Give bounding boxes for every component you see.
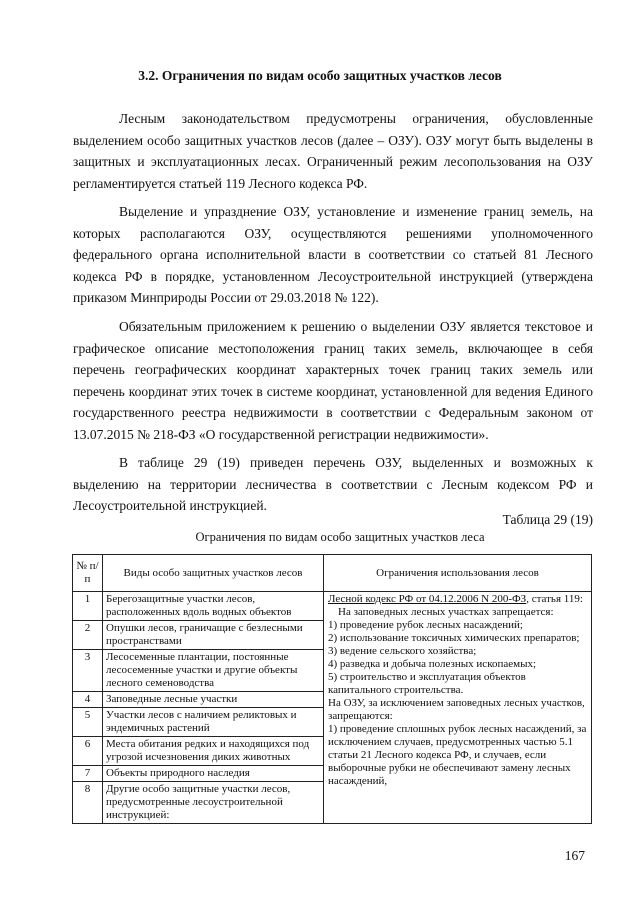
paragraph: Лесным законодательством предусмотрены ограничения, обусловленные выделением особо защитных участков лесов (далее – ОЗУ). ОЗУ могут быть выделены в защитных и эксплуатационных лесах. Ограниченный режим лесопользования на ОЗУ регламентируется статьей 119 Лесного кодекса РФ.: [73, 111, 593, 191]
row-number: 8: [73, 782, 103, 824]
restrictions-table: [72, 554, 592, 824]
reserved-intro: На заповедных лесных участках запрещается:: [338, 606, 554, 618]
paragraph: В таблице 29 (19) приведен перечень ОЗУ, выделенных и возможных к выделению на территории лесничества в соответствии с Лесным кодексом РФ и Лесоустроительной инструкцией.: [73, 455, 593, 513]
table-caption: Ограничения по видам особо защитных участков леса: [195, 530, 485, 544]
header-ozu-types: Виды особо защитных участков лесов: [103, 555, 324, 592]
row-ozu-type: Лесосеменные плантации, постоянные лесосеменные участки и другие объекты лесного семеноводства: [103, 650, 324, 692]
table-header-row: [73, 555, 592, 592]
row-number: 5: [73, 708, 103, 737]
restriction-item: 5) строительство и эксплуатация объектов капитального строительства.: [328, 671, 526, 696]
row-number: 2: [73, 621, 103, 650]
row-ozu-type: Участки лесов с наличием реликтовых и эндемичных растений: [103, 708, 324, 737]
row-number: 6: [73, 737, 103, 766]
ozu-intro: На ОЗУ, за исключением заповедных лесных участков, запрещаются:: [328, 697, 585, 722]
section-title: 3.2. Ограничения по видам особо защитных участков лесов: [138, 68, 502, 83]
restriction-item: 1) проведение рубок лесных насаждений;: [328, 619, 523, 631]
paragraph: Выделение и упразднение ОЗУ, установление и изменение границ земель, на которых располагаются ОЗУ, осуществляются решениями уполномоченного федерального органа исполнительной власти в соответствии со статьей 81 Лесного кодекса РФ в порядке, установленном Лесоустроительной инструкцией (утверждена приказом Минприроды России от 29.03.2018 № 122).: [73, 204, 593, 305]
table-label: Таблица 29 (19): [502, 512, 593, 527]
row-ozu-type: Берегозащитные участки лесов, расположенных вдоль водных объектов: [103, 592, 324, 621]
row-number: 1: [73, 592, 103, 621]
row-ozu-type: Заповедные лесные участки: [103, 692, 324, 708]
row-ozu-type: Места обитания редких и находящихся под угрозой исчезновения диких животных: [103, 737, 324, 766]
header-restrictions: Ограничения использования лесов: [324, 555, 592, 592]
law-link[interactable]: Лесной кодекс РФ от 04.12.2006 N 200-ФЗ: [328, 593, 527, 605]
row-ozu-type: Опушки лесов, граничащие с безлесными пространствами: [103, 621, 324, 650]
header-number: № п/п: [73, 555, 103, 592]
restrictions-cell: [324, 592, 592, 824]
restriction-item: 4) разведка и добыча полезных ископаемых;: [328, 658, 537, 670]
page-number: 167: [564, 848, 585, 863]
table-row: [73, 592, 592, 621]
paragraph: Обязательным приложением к решению о выделении ОЗУ является текстовое и графическое описание местоположения границ таких земель, включающее в себя перечень географических координат характерных точек границ таких земель или перечень координат этих точек в системе координат, установленной для ведения Единого государственного реестра недвижимости в соответствии с Федеральным законом от 13.07.2015 № 218-ФЗ «О государственной регистрации недвижимости».: [73, 319, 593, 442]
row-number: 3: [73, 650, 103, 692]
restriction-item: 2) использование токсичных химических препаратов;: [328, 632, 580, 644]
row-number: 7: [73, 766, 103, 782]
restriction-item: 3) ведение сельского хозяйства;: [328, 645, 477, 657]
law-suffix: , статья 119:: [526, 593, 583, 605]
row-number: 4: [73, 692, 103, 708]
row-ozu-type: Объекты природного наследия: [103, 766, 324, 782]
restriction-item: 1) проведение сплошных рубок лесных насаждений, за исключением случаев, предусмотренных частью 5.1 статьи 21 Лесного кодекса РФ, и случаев, если выборочные рубки не обеспечивают замену лесных насаждений,: [328, 723, 587, 787]
row-ozu-type: Другие особо защитные участки лесов, предусмотренные лесоустроительной инструкцией:: [103, 782, 324, 824]
